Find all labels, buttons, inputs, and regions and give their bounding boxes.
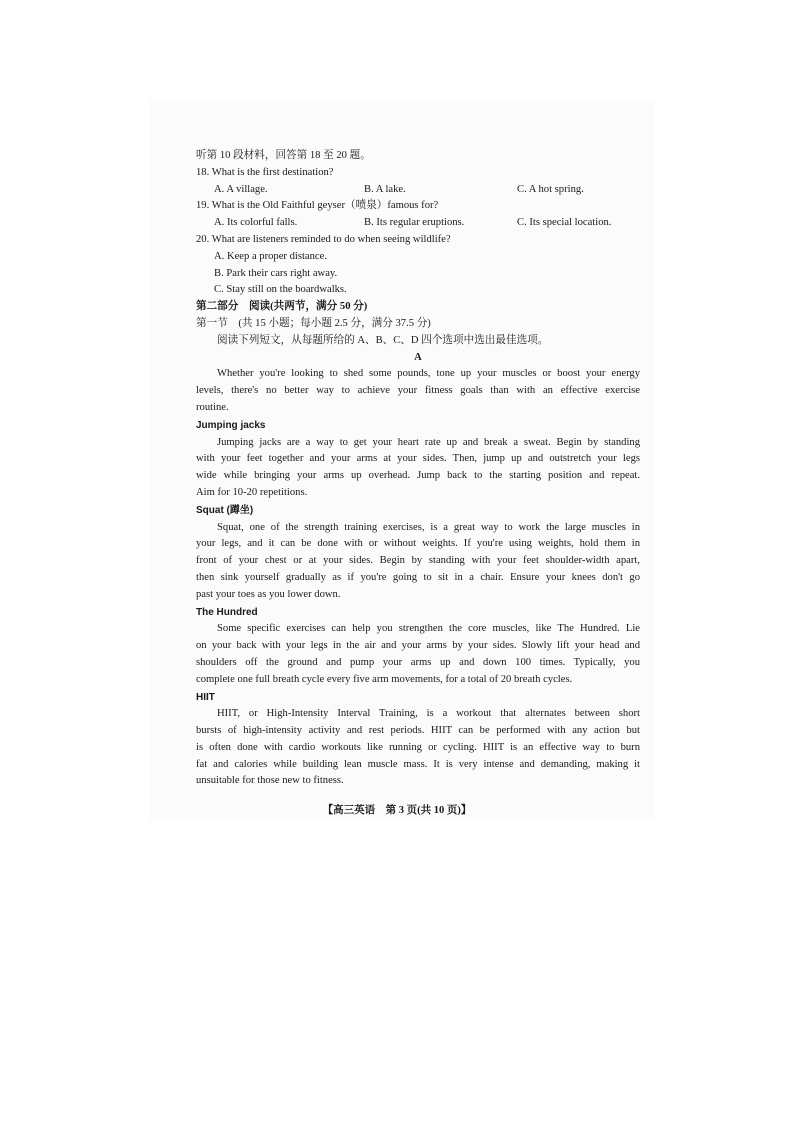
paragraph-line: front of your chest or at your sides. Begin by standing with your feet shoulder-width apart, [196,555,640,567]
question-20-stem: 20. What are listeners reminded to do when seeing wildlife? [196,233,451,245]
option-b: B. Park their cars right away. [214,267,338,279]
paragraph-line: on your back with your legs in the air and your arms by your sides. Slowly lift your head and [196,640,640,652]
option-a: A. A village. [214,183,268,195]
paragraph-line: is often done with cardio workouts like running or cycling. HIIT is an effective way to burn [196,741,640,753]
question-19-options [196,215,640,232]
paragraph-line: Whether you're looking to shed some pounds, tone up your muscles or boost your energy [217,368,640,380]
option-a: A. Keep a proper distance. [214,250,327,262]
part-title: 第二部分 阅读(共两节，满分 50 分) [196,301,368,313]
question-18-stem: 18. What is the first destination? [196,166,334,178]
squat-paragraph [196,520,640,604]
jumping-jacks-paragraph [196,435,640,502]
passage-label: A [414,351,422,363]
section-title: 第一节 (共 15 小题；每小题 2.5 分，满分 37.5 分) [196,317,431,329]
paragraph-line: wide while bringing your arms up overhead. Jump back to the starting position and repeat. [196,470,640,482]
paragraph-line: then sink yourself gradually as if you're going to sit in a chair. Ensure your knees don't go [196,571,640,583]
listening-intro: 听第 10 段材料，回答第 18 至 20 题。 [196,150,371,161]
the-hundred-paragraph [196,621,640,688]
question-18-options [196,182,640,199]
paragraph-line: your legs, and it can be done with or without weights. If you're using weights, hold them in [196,538,640,550]
paragraph-line: Some specific exercises can help you strengthen the core muscles, like The Hundred. Lie [217,623,640,635]
paragraph-line: HIIT, or High-Intensity Interval Training, is a workout that alternates between short [217,708,640,720]
paragraph-line: with your feet together and your arms at your sides. Then, jump up and outstretch your legs [196,453,640,465]
option-c: C. Stay still on the boardwalks. [214,284,347,296]
option-a: A. Its colorful falls. [214,217,298,229]
paragraph-line: Aim for 10-20 repetitions. [196,486,308,498]
paragraph-line: routine. [196,401,229,413]
paragraph-line: complete one full breath cycle every five arm movements, for a total of 20 breath cycles. [196,673,573,685]
option-b: B. A lake. [364,183,406,195]
paragraph-line: fat and calories while building lean muscle mass. It is very intense and demanding, making it [196,758,640,770]
paragraph-line: past your toes as you lower down. [196,588,341,600]
option-c: C. A hot spring. [517,183,584,195]
paragraph-line: Jumping jacks are a way to get your heart rate up and break a sweat. Begin by standing [217,436,640,448]
intro-paragraph [196,366,640,416]
reading-instruction: 阅读下列短文，从每题所给的 A、B、C、D 四个选项中选出最佳选项。 [217,334,549,346]
paragraph-line: levels, there's no better way to achieve your fitness goals than with an effective exercise [196,385,640,397]
section-heading-jumping-jacks: Jumping jacks [196,419,266,431]
option-c: C. Its special location. [517,217,612,229]
section-heading-hiit: HIIT [196,691,215,703]
paragraph-line: Squat, one of the strength training exercises, is a great way to work the large muscles in [217,521,640,533]
page-content [196,148,640,790]
option-b: B. Its regular eruptions. [364,217,465,229]
section-heading-squat: Squat (蹲坐) [196,504,254,516]
hiit-paragraph [196,706,640,790]
page-footer: 【高三英语 第 3 页(共 10 页)】 [322,805,472,816]
paragraph-line: bursts of high-intensity activity and rest periods. HIIT can be performed with any action but [196,725,640,737]
paragraph-line: shoulders off the ground and pump your arms up and down 100 times. Typically, you [196,656,640,668]
section-heading-the-hundred: The Hundred [196,606,258,618]
paragraph-line: unsuitable for those new to fitness. [196,775,344,787]
question-19-stem: 19. What is the Old Faithful geyser（喷泉）famous for? [196,200,439,212]
